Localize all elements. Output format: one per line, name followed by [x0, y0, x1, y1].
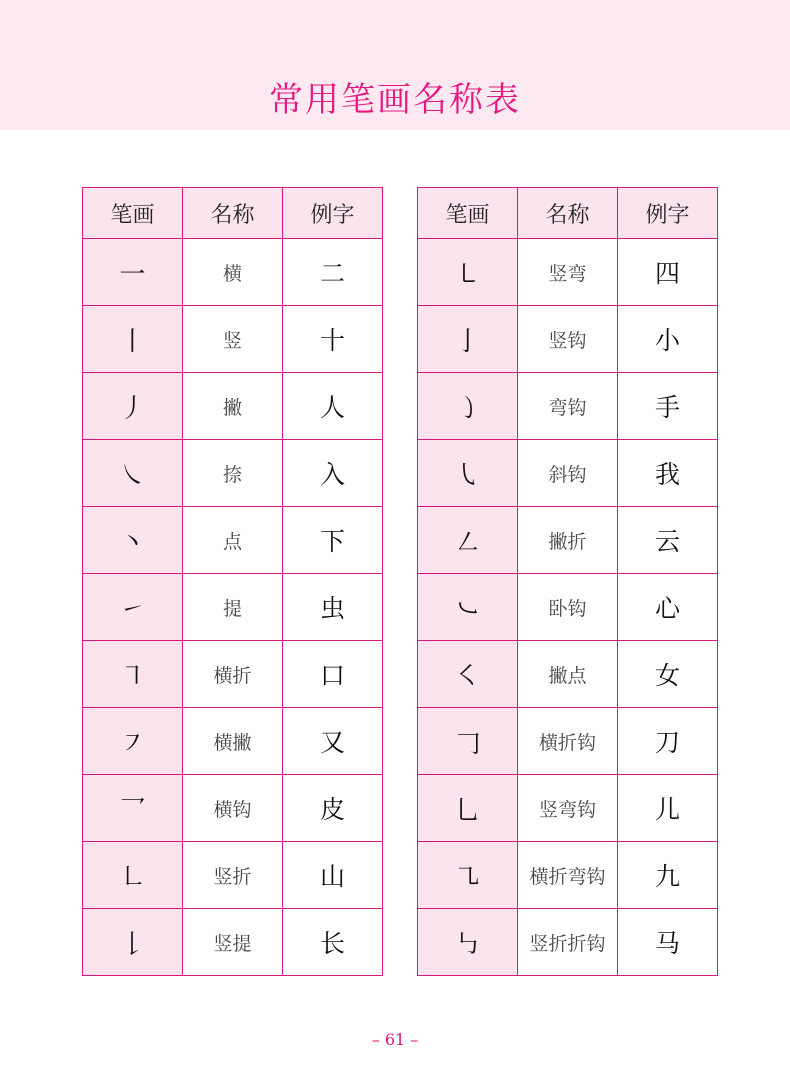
table-row — [418, 440, 718, 507]
stroke-name: 撇折 — [518, 507, 618, 574]
stroke-name: 横钩 — [183, 775, 283, 842]
table-row — [418, 507, 718, 574]
stroke-name: 竖提 — [183, 909, 283, 976]
stroke-glyph: ㇇ — [83, 708, 183, 775]
stroke-name: 横折弯钩 — [518, 842, 618, 909]
stroke-name: 撇点 — [518, 641, 618, 708]
stroke-name: 撇 — [183, 373, 283, 440]
stroke-glyph: ㇄ — [418, 239, 518, 306]
stroke-name: 竖钩 — [518, 306, 618, 373]
stroke-glyph: ㇂ — [418, 440, 518, 507]
stroke-name: 竖折折钩 — [518, 909, 618, 976]
table-row — [83, 373, 383, 440]
table-row — [83, 775, 383, 842]
table-row — [418, 574, 718, 641]
header-example: 例字 — [618, 188, 718, 239]
stroke-name: 竖弯 — [518, 239, 618, 306]
example-character: 口 — [283, 641, 383, 708]
table-row — [418, 641, 718, 708]
page-title: 常用笔画名称表 — [269, 80, 521, 120]
stroke-glyph: ㇜ — [418, 507, 518, 574]
example-character: 长 — [283, 909, 383, 976]
stroke-name: 竖弯钩 — [518, 775, 618, 842]
stroke-name: 卧钩 — [518, 574, 618, 641]
table-row — [83, 440, 383, 507]
example-character: 小 — [618, 306, 718, 373]
table-row — [418, 842, 718, 909]
stroke-glyph: 丶 — [83, 507, 183, 574]
stroke-name: 竖 — [183, 306, 283, 373]
stroke-glyph: 𠄌 — [83, 909, 183, 976]
stroke-name: 点 — [183, 507, 283, 574]
example-character: 虫 — [283, 574, 383, 641]
stroke-name: 横折钩 — [518, 708, 618, 775]
stroke-table-left — [82, 187, 383, 976]
table-header-row — [418, 188, 718, 239]
example-character: 手 — [618, 373, 718, 440]
page-number: – 61 – — [371, 1030, 419, 1049]
example-character: 女 — [618, 641, 718, 708]
example-character: 四 — [618, 239, 718, 306]
example-character: 马 — [618, 909, 718, 976]
table-row — [83, 842, 383, 909]
example-character: 二 — [283, 239, 383, 306]
stroke-glyph: ㇗ — [83, 842, 183, 909]
example-character: 又 — [283, 708, 383, 775]
stroke-glyph: 乛 — [83, 775, 183, 842]
table-row — [418, 306, 718, 373]
example-character: 十 — [283, 306, 383, 373]
stroke-glyph: 𠃌 — [418, 708, 518, 775]
example-character: 云 — [618, 507, 718, 574]
stroke-name: 弯钩 — [518, 373, 618, 440]
example-character: 九 — [618, 842, 718, 909]
table-row — [418, 708, 718, 775]
stroke-glyph: ㇀ — [83, 574, 183, 641]
example-character: 刀 — [618, 708, 718, 775]
stroke-glyph: 乚 — [418, 775, 518, 842]
stroke-glyph: ㇛ — [418, 641, 518, 708]
stroke-glyph: ㇕ — [83, 641, 183, 708]
example-character: 下 — [283, 507, 383, 574]
example-character: 儿 — [618, 775, 718, 842]
table-row — [418, 239, 718, 306]
table-row — [83, 306, 383, 373]
table-row — [418, 909, 718, 976]
stroke-table-right — [417, 187, 718, 976]
table-row — [418, 373, 718, 440]
table-row — [83, 641, 383, 708]
table-header-row — [83, 188, 383, 239]
stroke-name: 横撇 — [183, 708, 283, 775]
stroke-glyph: ㇏ — [83, 440, 183, 507]
stroke-name: 提 — [183, 574, 283, 641]
stroke-name: 竖折 — [183, 842, 283, 909]
example-character: 心 — [618, 574, 718, 641]
stroke-name: 斜钩 — [518, 440, 618, 507]
stroke-glyph: ㇉ — [418, 909, 518, 976]
stroke-name: 捺 — [183, 440, 283, 507]
stroke-glyph: 丿 — [83, 373, 183, 440]
stroke-glyph: ㇁ — [418, 373, 518, 440]
table-row — [418, 775, 718, 842]
example-character: 人 — [283, 373, 383, 440]
stroke-glyph: ㇈ — [418, 842, 518, 909]
stroke-glyph: 亅 — [418, 306, 518, 373]
example-character: 皮 — [283, 775, 383, 842]
stroke-glyph: 丨 — [83, 306, 183, 373]
header-stroke: 笔画 — [418, 188, 518, 239]
stroke-name: 横折 — [183, 641, 283, 708]
example-character: 我 — [618, 440, 718, 507]
table-row — [83, 507, 383, 574]
table-row — [83, 909, 383, 976]
header-name: 名称 — [183, 188, 283, 239]
table-row — [83, 239, 383, 306]
header-example: 例字 — [283, 188, 383, 239]
example-character: 山 — [283, 842, 383, 909]
stroke-glyph: ㇃ — [418, 574, 518, 641]
header-name: 名称 — [518, 188, 618, 239]
header-stroke: 笔画 — [83, 188, 183, 239]
example-character: 入 — [283, 440, 383, 507]
table-row — [83, 708, 383, 775]
table-row — [83, 574, 383, 641]
stroke-name: 横 — [183, 239, 283, 306]
stroke-glyph: 一 — [83, 239, 183, 306]
